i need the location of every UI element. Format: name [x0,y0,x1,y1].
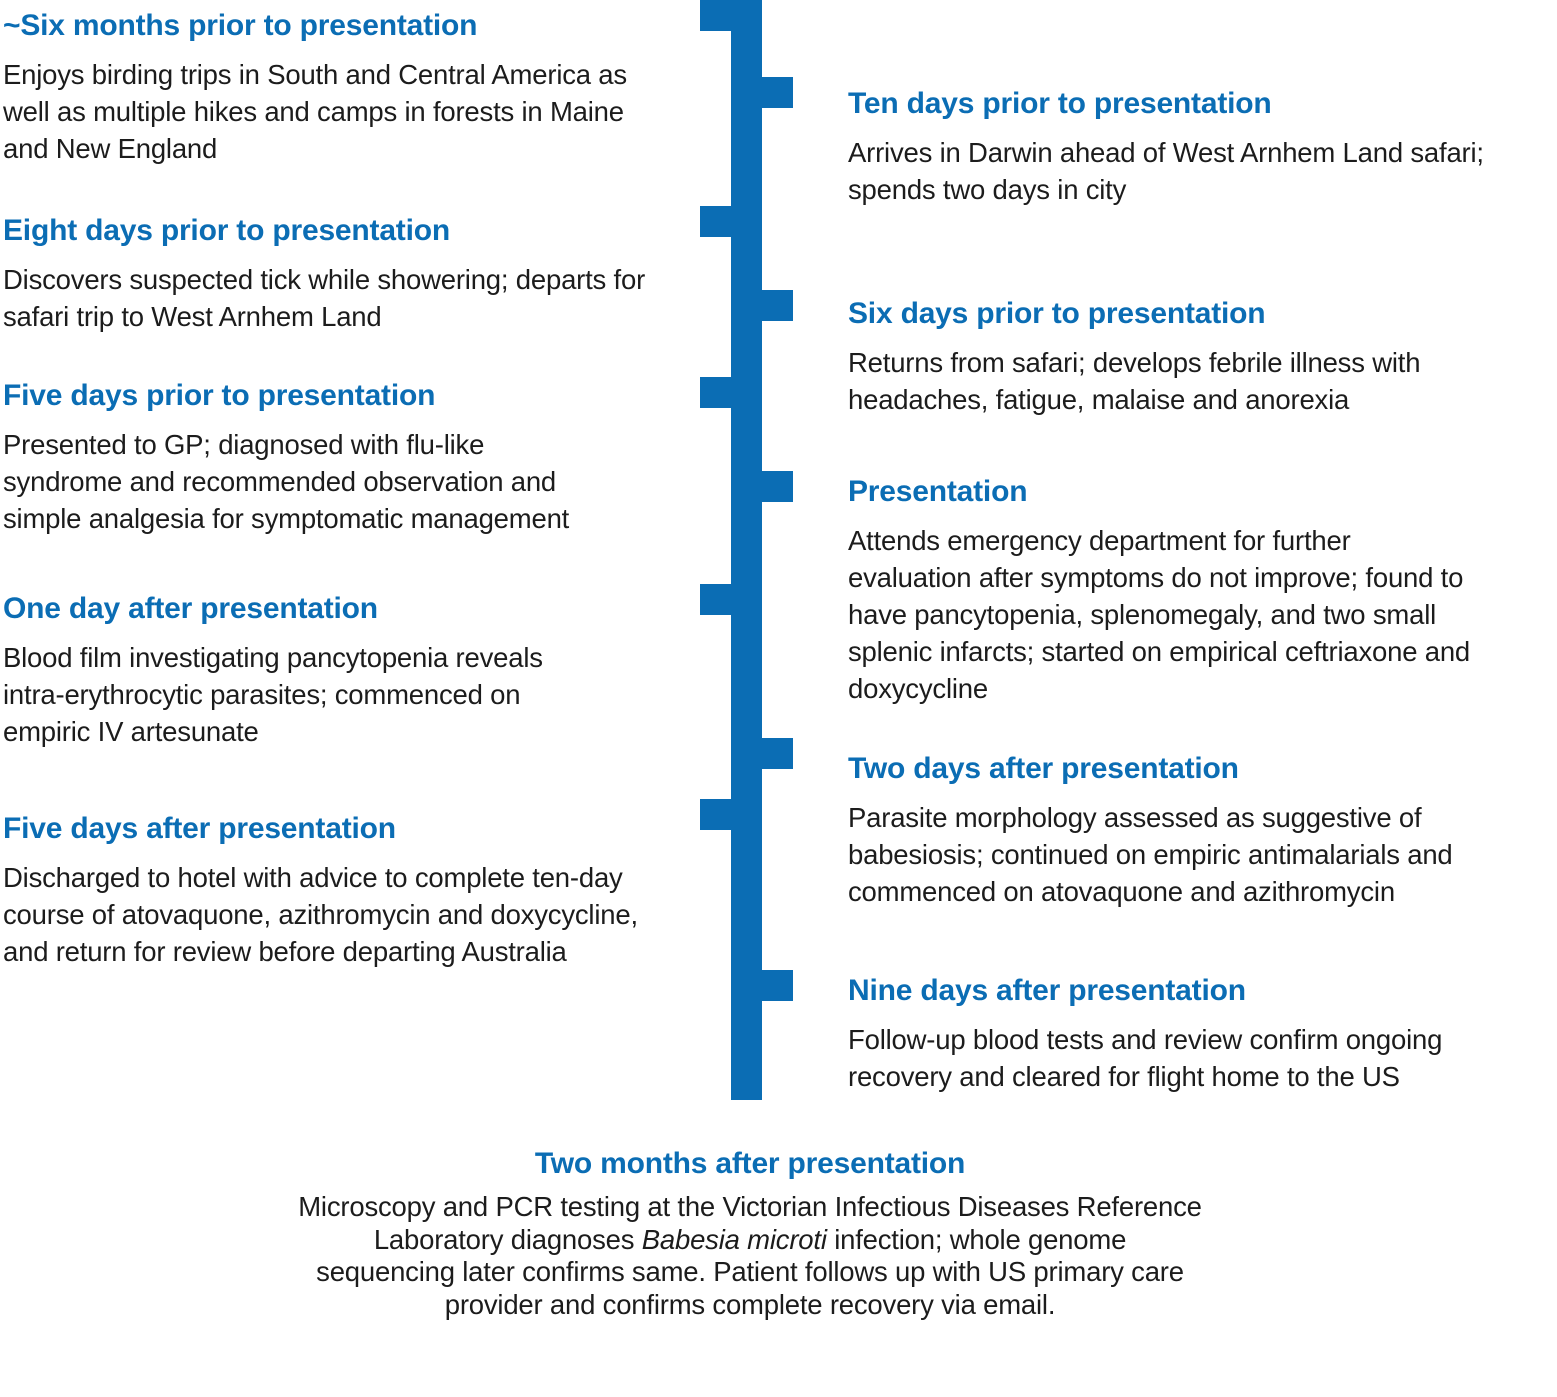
tick-ten-days-prior [761,77,793,108]
event-heading: Five days after presentation [3,812,396,845]
event-heading: One day after presentation [3,592,378,625]
footer-body-line: Microscopy and PCR testing at the Victorian Infectious Diseases Reference [298,1191,1202,1222]
event-body: Enjoys birding trips in South and Central America as well as multiple hikes and camps in forests in Maine and New England [3,59,627,164]
event-presentation [848,474,1473,707]
event-body: Discovers suspected tick while showering; departs for safari trip to West Arnhem Land [3,264,646,332]
event-body: Blood film investigating pancytopenia reveals intra-erythrocytic parasites; commenced on empiric IV artesunate [3,642,543,747]
event-body: Parasite morphology assessed as suggestive of babesiosis; continued on empiric antimalarials and commenced on atovaquone and azithromycin [848,802,1453,907]
footer-body-line: provider and confirms complete recovery via email. [444,1288,1056,1320]
event-body: Attends emergency department for further evaluation after symptoms do not improve; found to have pancytopenia, splenomegaly, and two small splenic infarcts; started on empirical ceftriaxone and doxycycline [848,525,1471,704]
event-heading: Eight days prior to presentation [3,214,450,247]
tick-two-days-after [761,738,793,769]
tick-five-days-prior [700,377,732,408]
event-heading: ~Six months prior to presentation [3,9,478,42]
footer-body-line: infection; whole genome [826,1223,1127,1255]
event-body: Discharged to hotel with advice to complete ten-day course of atovaquone, azithromycin and doxycycline, and return for review before departing Australia [3,862,638,967]
tick-five-days-after [700,799,732,830]
event-heading: Ten days prior to presentation [848,87,1272,120]
event-two-days-after [848,751,1503,910]
event-heading: Nine days after presentation [848,974,1246,1007]
event-heading: Six days prior to presentation [848,297,1266,330]
event-body: Follow-up blood tests and review confirm ongoing recovery and cleared for flight home to the US [848,1024,1443,1092]
event-six-months-prior [3,8,663,167]
event-body: Returns from safari; develops febrile illness with headaches, fatigue, malaise and anorexia [848,347,1421,415]
event-heading: Presentation [848,475,1028,508]
event-two-months-after [250,1146,1250,1321]
event-one-day-after [3,591,543,750]
event-nine-days-after [848,973,1493,1095]
tick-eight-days-prior [700,206,732,237]
event-heading: Two days after presentation [848,752,1239,785]
tick-presentation [761,471,793,502]
event-heading: Two months after presentation [534,1147,966,1180]
event-heading: Five days prior to presentation [3,379,436,412]
tick-six-months-prior [700,0,732,31]
timeline-spine [731,0,762,1100]
event-six-days-prior [848,296,1503,418]
event-eight-days-prior [3,213,675,335]
event-body [250,1191,1250,1321]
tick-one-day-after [700,584,732,615]
event-five-days-prior [3,378,593,537]
species-name: Babesia microti [641,1223,827,1255]
event-ten-days-prior [848,86,1538,208]
event-body: Arrives in Darwin ahead of West Arnhem Land safari; spends two days in city [848,137,1484,205]
tick-nine-days-after [761,970,793,1001]
event-five-days-after [3,811,658,970]
event-body: Presented to GP; diagnosed with flu-like syndrome and recommended observation and simple analgesia for symptomatic management [3,429,570,534]
tick-six-days-prior [761,290,793,321]
footer-body-line: Laboratory diagnoses [373,1223,642,1255]
footer-body-line: sequencing later confirms same. Patient follows up with US primary care [316,1256,1184,1287]
